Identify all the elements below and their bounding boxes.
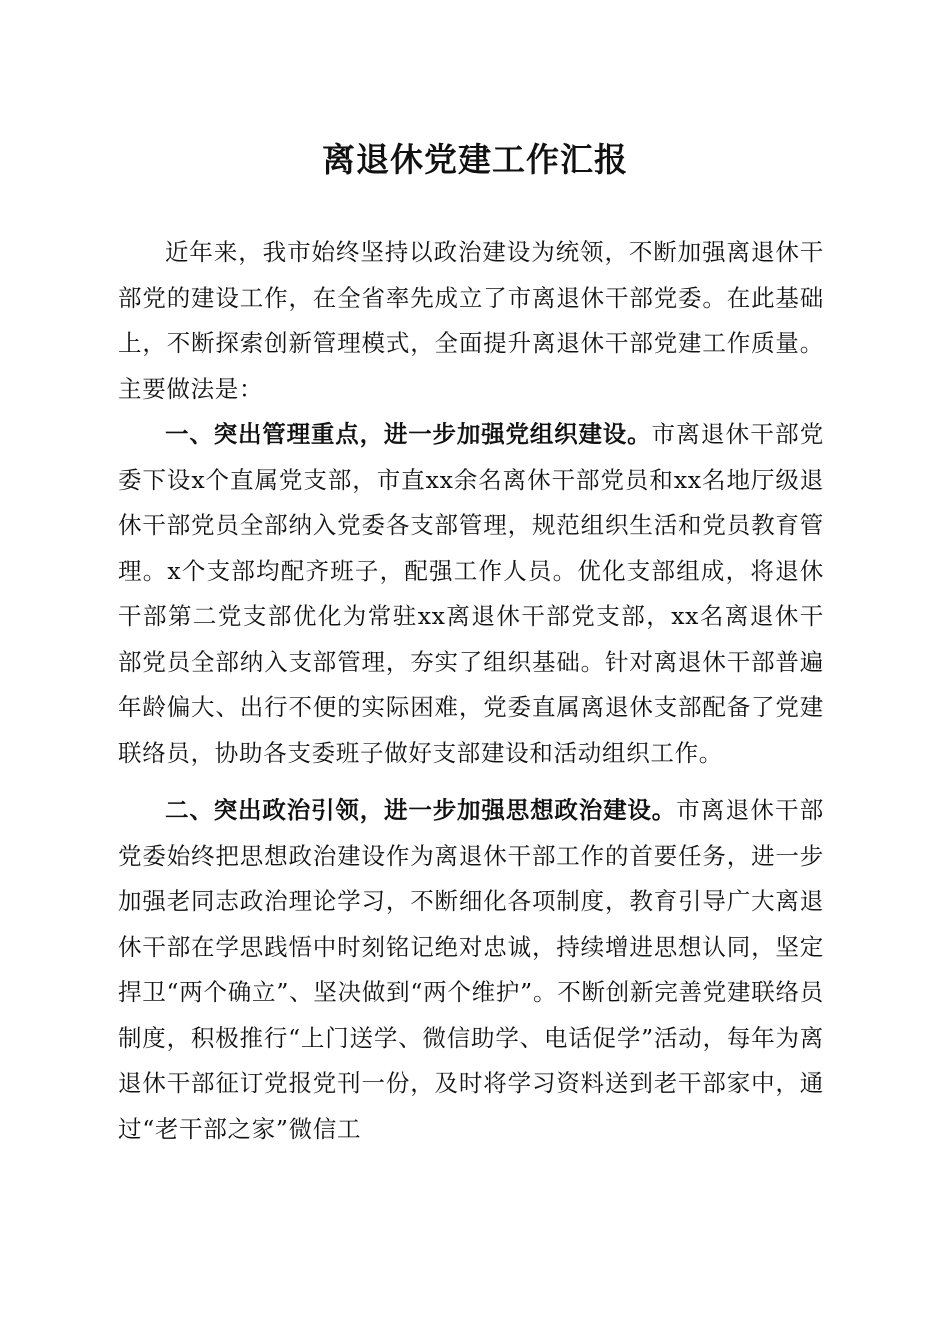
section-text-2: 市离退休干部党委始终把思想政治建设作为离退休干部工作的首要任务，进一步加强老同志政治理论学习，不断细化各项制度，教育引导广大离退休干部在学思践悟中时刻铭记绝对忠诚，持续增进思想认同，坚定捍卫“两个确立”、坚决做到“两个维护”。不断创新完善党建联络员制度，积极推行“上门送学、微信助学、电话促学”活动，每年为离退休干部征订党报党刊一份，及时将学习资料送到老干部家中，通过“老干部之家”微信工 xyxy=(118,796,824,1143)
paragraph-spacer xyxy=(118,776,824,788)
intro-paragraph: 近年来，我市始终坚持以政治建设为统领，不断加强离退休干部党的建设工作，在全省率先成立了市离退休干部党委。在此基础上，不断探索创新管理模式，全面提升离退休干部党建工作质量。主要做法是： xyxy=(118,238,824,403)
section-paragraph-2 xyxy=(118,788,824,1152)
section-text-1: 市离退休干部党委下设x个直属党支部，市直xx余名离休干部党员和xx名地厅级退休干部党员全部纳入党委各支部管理，规范组织生活和党员教育管理。x个支部均配齐班子，配强工作人员。优化支部组成，将退休干部第二党支部优化为常驻xx离退休干部党支部，xx名离退休干部党员全部纳入支部管理，夯实了组织基础。针对离退休干部普遍年龄偏大、出行不便的实际困难，党委直属离退休支部配备了党建联络员，协助各支委班子做好支部建设和活动组织工作。 xyxy=(118,420,825,767)
section-heading-2: 二、突出政治引领，进一步加强思想政治建设。 xyxy=(165,796,677,824)
section-paragraph-1 xyxy=(118,412,824,776)
document-body xyxy=(118,230,824,1152)
section-heading-1: 一、突出管理重点，进一步加强党组织建设。 xyxy=(165,420,652,448)
document-title: 离退休党建工作汇报 xyxy=(322,140,628,179)
